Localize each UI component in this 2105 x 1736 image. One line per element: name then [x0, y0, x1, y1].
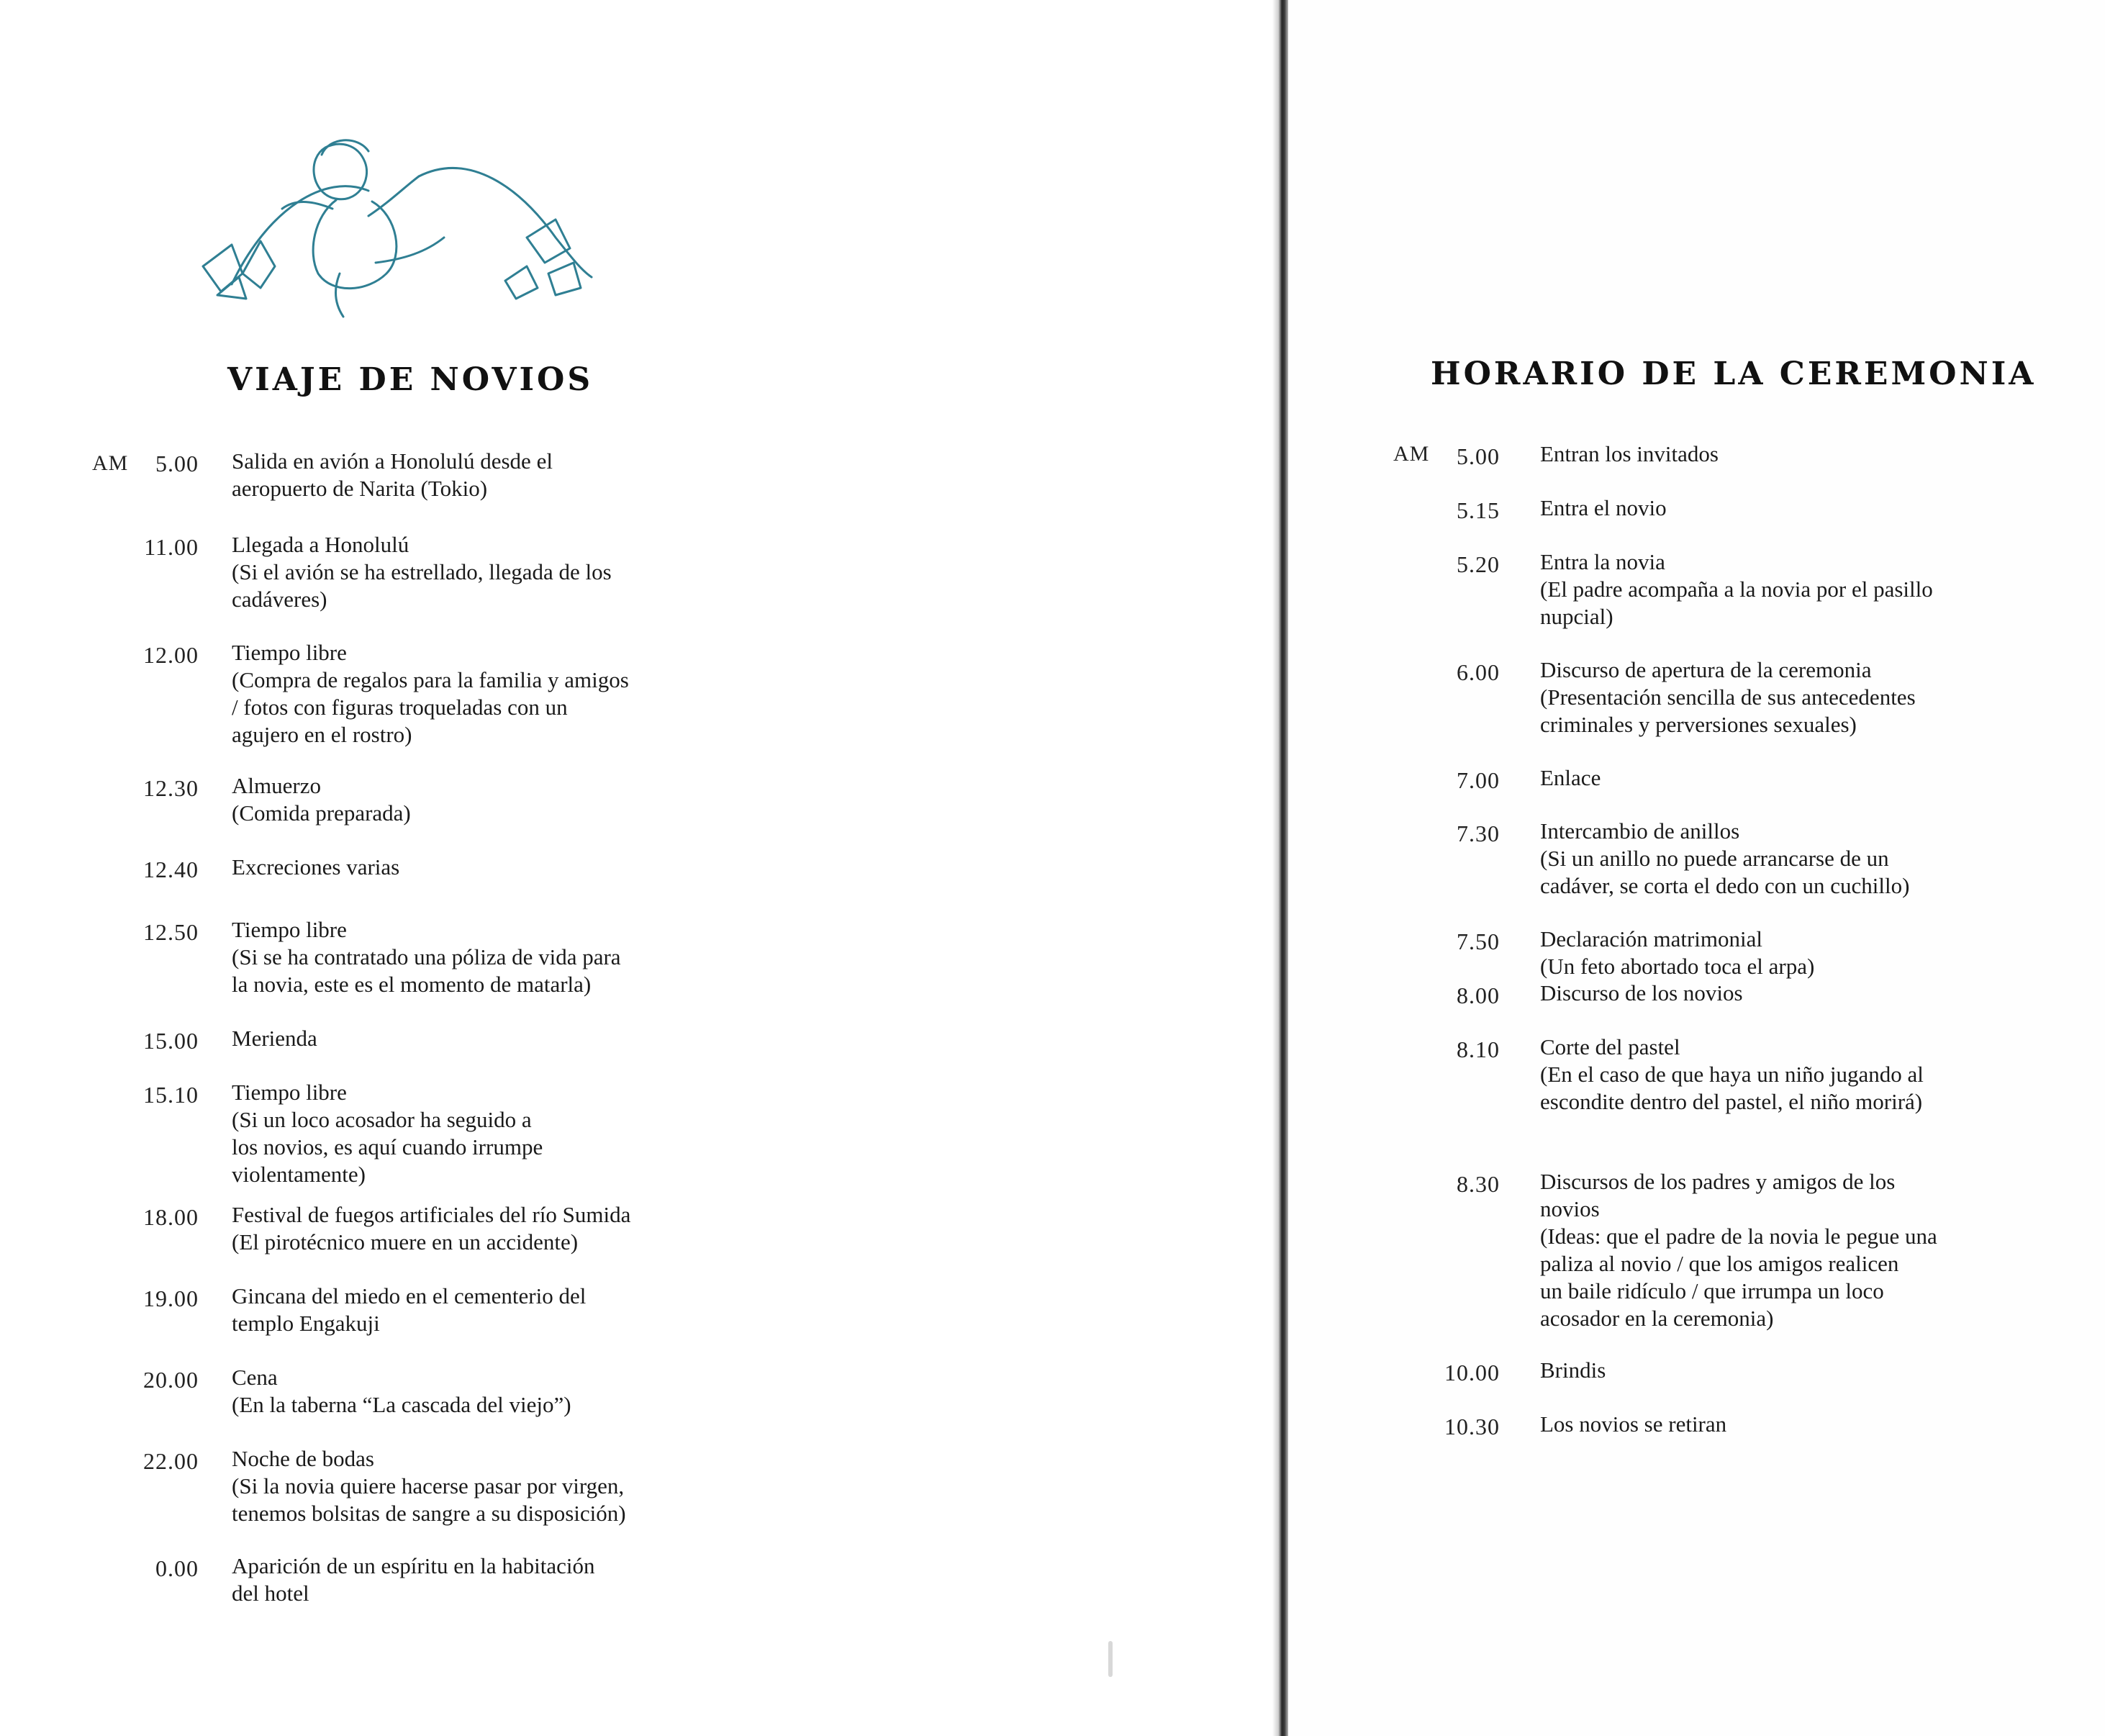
description-line: Declaración matrimonial — [1540, 926, 1763, 951]
description-line: novios — [1540, 1196, 1600, 1221]
schedule-description — [1540, 1411, 1726, 1438]
description-line: Tiempo libre — [232, 917, 347, 942]
schedule-time: 8.10 — [1457, 1036, 1500, 1062]
page-title: HORARIO DE LA CEREMONIA — [1431, 356, 2037, 392]
book-gutter — [1272, 0, 1290, 1736]
schedule-time: 0.00 — [155, 1555, 199, 1581]
description-line: Discurso de los novios — [1540, 980, 1743, 1005]
schedule-description — [232, 531, 612, 613]
description-line: Llegada a Honolulú — [232, 532, 409, 557]
description-line: / fotos con figuras troqueladas con un — [232, 695, 568, 720]
schedule-time: 19.00 — [143, 1285, 199, 1311]
description-line: tenemos bolsitas de sangre a su disposición) — [232, 1501, 626, 1526]
schedule-description — [232, 1079, 543, 1188]
description-line: criminales y perversiones sexuales) — [1540, 712, 1857, 737]
description-line: acosador en la ceremonia) — [1540, 1306, 1774, 1331]
description-line: la novia, este es el momento de matarla) — [232, 972, 592, 997]
description-line: templo Engakuji — [232, 1311, 380, 1336]
schedule-description — [1540, 494, 1667, 522]
description-line: Entran los invitados — [1540, 441, 1719, 466]
description-line: Corte del pastel — [1540, 1034, 1680, 1059]
description-line: (Un feto abortado toca el arpa) — [1540, 954, 1815, 979]
schedule-time: 6.00 — [1457, 659, 1500, 685]
description-line: Excreciones varias — [232, 854, 400, 880]
schedule-time: 20.00 — [143, 1367, 199, 1393]
description-line: Entra la novia — [1540, 549, 1665, 574]
schedule-time: 12.30 — [143, 775, 199, 801]
schedule-time: 5.15 — [1457, 497, 1500, 523]
schedule-description — [232, 448, 553, 502]
description-line: Los novios se retiran — [1540, 1411, 1727, 1437]
schedule-description — [232, 854, 399, 881]
schedule-description — [1540, 926, 1814, 980]
right-page — [1288, 0, 2105, 1736]
schedule-time: 8.30 — [1457, 1171, 1500, 1197]
schedule-description — [1540, 656, 1916, 738]
description-line: Cena — [232, 1365, 278, 1390]
schedule-description — [1540, 1168, 1937, 1332]
schedule-description — [232, 1025, 317, 1052]
description-line: paliza al novio / que los amigos realicen — [1540, 1251, 1899, 1276]
description-line: Merienda — [232, 1026, 317, 1051]
description-line: (Presentación sencilla de sus antecedentes — [1540, 684, 1916, 710]
description-line: (El padre acompaña a la novia por el pasillo — [1540, 577, 1933, 602]
description-line: Intercambio de anillos — [1540, 818, 1740, 844]
schedule-time: 5.00 — [1457, 443, 1500, 469]
schedule-time: 10.00 — [1444, 1360, 1500, 1385]
description-line: cadáveres) — [232, 587, 327, 612]
description-line: (Ideas: que el padre de la novia le pegue una — [1540, 1224, 1937, 1249]
description-line: Aparición de un espíritu en la habitación — [232, 1553, 595, 1578]
schedule-time: 5.00 — [155, 451, 199, 476]
description-line: Salida en avión a Honolulú desde el — [232, 448, 553, 474]
schedule-time: 10.30 — [1444, 1414, 1500, 1439]
description-line: Discurso de apertura de la ceremonia — [1540, 657, 1872, 682]
description-line: (Compra de regalos para la familia y amigos — [232, 667, 629, 692]
schedule-description — [1540, 764, 1601, 792]
am-label: AM — [92, 451, 129, 475]
description-line: un baile ridículo / que irrumpa un loco — [1540, 1278, 1884, 1303]
description-line: del hotel — [232, 1581, 309, 1606]
schedule-time: 12.40 — [143, 856, 199, 882]
schedule-description — [1540, 1357, 1606, 1384]
description-line: (Si un loco acosador ha seguido a — [232, 1107, 532, 1132]
description-line: (Si el avión se ha estrellado, llegada de los — [232, 559, 612, 584]
description-line: (Comida preparada) — [232, 800, 411, 826]
description-line: escondite dentro del pastel, el niño morirá) — [1540, 1089, 1923, 1114]
description-line: Tiempo libre — [232, 1080, 347, 1105]
schedule-time: 22.00 — [143, 1448, 199, 1474]
description-line: (En la taberna “La cascada del viejo”) — [232, 1392, 571, 1417]
description-line: cadáver, se corta el dedo con un cuchillo) — [1540, 873, 1910, 898]
schedule-description — [232, 1201, 630, 1256]
schedule-description — [232, 1364, 571, 1419]
schedule-description — [232, 639, 629, 749]
description-line: Brindis — [1540, 1357, 1606, 1383]
description-line: aeropuerto de Narita (Tokio) — [232, 476, 488, 501]
schedule-time: 15.00 — [143, 1028, 199, 1054]
cherub-garland-illustration — [189, 130, 606, 324]
schedule-description — [1540, 980, 1743, 1007]
page-crease — [1108, 1641, 1113, 1677]
schedule-time: 7.00 — [1457, 767, 1500, 793]
description-line: (En el caso de que haya un niño jugando al — [1540, 1062, 1924, 1087]
description-line: Noche de bodas — [232, 1446, 374, 1471]
description-line: (Si se ha contratado una póliza de vida para — [232, 944, 621, 969]
schedule-time: 12.00 — [143, 642, 199, 668]
schedule-description — [1540, 440, 1719, 468]
schedule-time: 15.10 — [143, 1082, 199, 1108]
description-line: Tiempo libre — [232, 640, 347, 665]
description-line: violentamente) — [232, 1162, 366, 1187]
schedule-time: 18.00 — [143, 1204, 199, 1230]
description-line: (El pirotécnico muere en un accidente) — [232, 1229, 579, 1254]
schedule-description — [1540, 1034, 1924, 1116]
schedule-time: 7.30 — [1457, 820, 1500, 846]
schedule-description — [232, 1283, 586, 1337]
schedule-description — [1540, 548, 1933, 630]
schedule-description — [232, 1552, 594, 1607]
page-title: VIAJE DE NOVIOS — [227, 361, 594, 398]
schedule-time: 11.00 — [144, 534, 199, 560]
description-line: Enlace — [1540, 765, 1601, 790]
description-line: Almuerzo — [232, 773, 321, 798]
schedule-time: 7.50 — [1457, 928, 1500, 954]
schedule-time: 5.20 — [1457, 551, 1500, 577]
schedule-description — [232, 916, 621, 998]
schedule-time: 8.00 — [1457, 982, 1500, 1008]
description-line: (Si un anillo no puede arrancarse de un — [1540, 846, 1889, 871]
description-line: agujero en el rostro) — [232, 722, 412, 747]
schedule-description — [232, 772, 411, 827]
am-label: AM — [1393, 442, 1430, 466]
schedule-time: 12.50 — [143, 919, 199, 945]
description-line: (Si la novia quiere hacerse pasar por virgen, — [232, 1473, 625, 1498]
description-line: los novios, es aquí cuando irrumpe — [232, 1134, 543, 1159]
schedule-description — [232, 1445, 626, 1527]
description-line: Festival de fuegos artificiales del río Sumida — [232, 1202, 631, 1227]
description-line: Discursos de los padres y amigos de los — [1540, 1169, 1896, 1194]
schedule-description — [1540, 818, 1909, 900]
description-line: Entra el novio — [1540, 495, 1667, 520]
description-line: Gincana del miedo en el cementerio del — [232, 1283, 587, 1308]
description-line: nupcial) — [1540, 604, 1613, 629]
